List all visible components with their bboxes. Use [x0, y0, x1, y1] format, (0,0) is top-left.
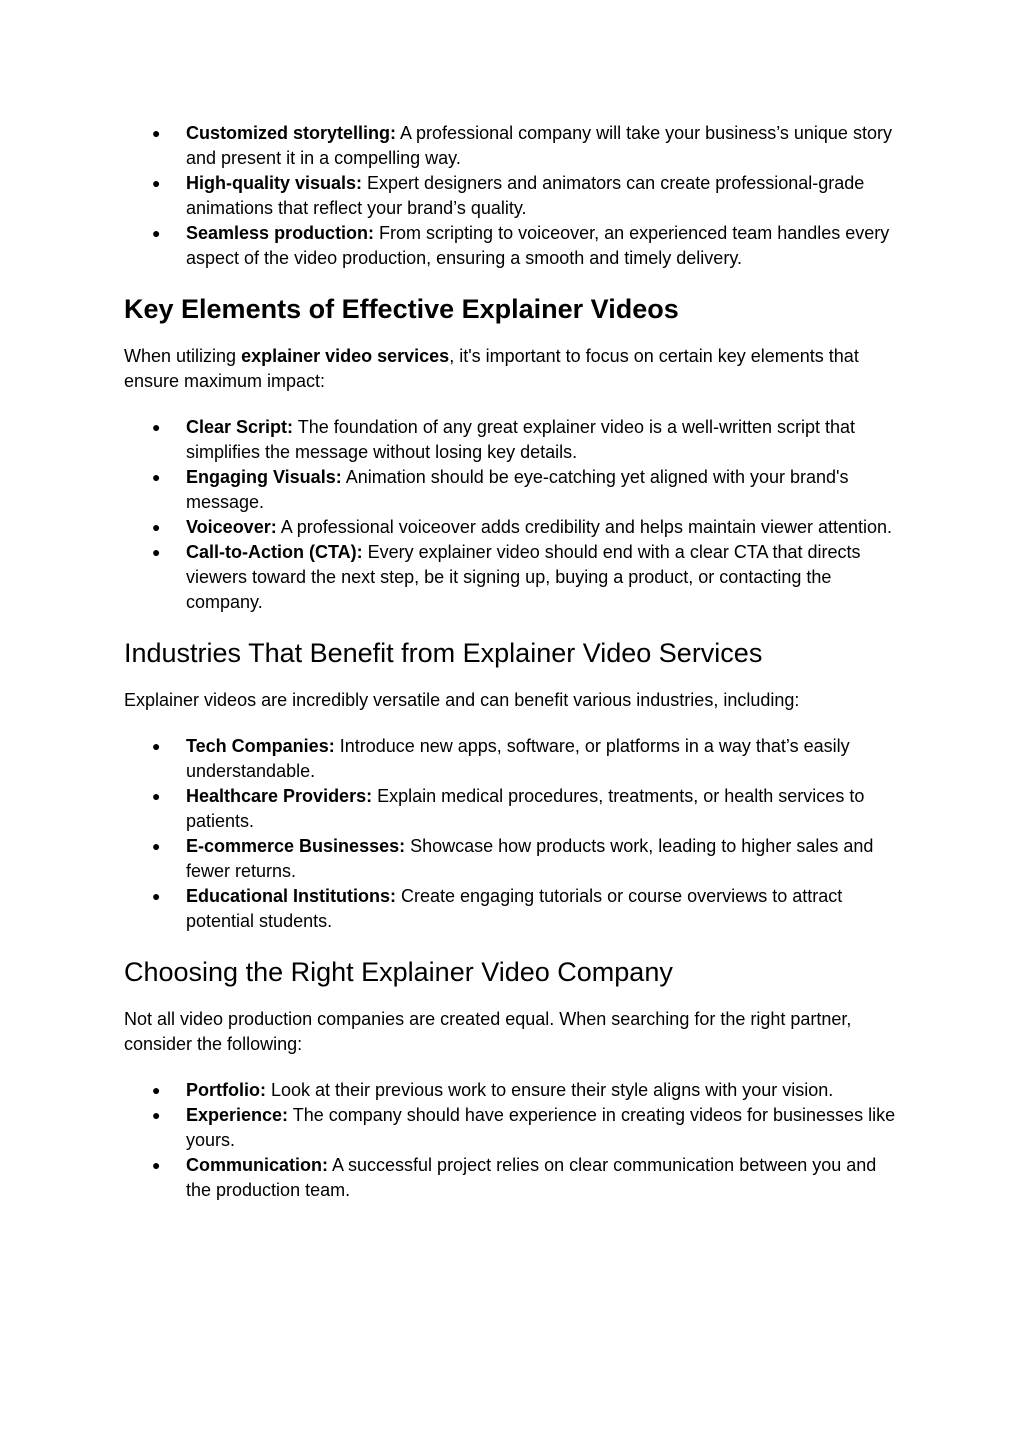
list-item — [124, 540, 904, 615]
list-item-text: Showcase how products work, leading to higher sales and fewer returns. — [186, 836, 874, 881]
bullet-icon: ● — [152, 544, 161, 560]
list-item — [124, 415, 904, 465]
list-item-term: Portfolio: — [186, 1080, 266, 1100]
intro-text: , it's important to focus on certain key elements that ensure maximum impact: — [124, 346, 859, 391]
list-item — [124, 171, 904, 221]
bullet-icon: ● — [152, 838, 161, 854]
list-item-text: The company should have experience in creating videos for businesses like yours. — [186, 1105, 896, 1150]
list-item-term: Educational Institutions: — [186, 886, 396, 906]
list-item — [124, 221, 904, 271]
intro-list — [124, 121, 904, 271]
list-item-term: Communication: — [186, 1155, 328, 1175]
list-item-term: Healthcare Providers: — [186, 786, 373, 806]
choosing-list — [124, 1078, 904, 1203]
list-item — [124, 884, 904, 934]
list-item — [124, 465, 904, 515]
section-heading-key-elements: Key Elements of Effective Explainer Videos — [124, 294, 679, 324]
list-item-text: Expert designers and animators can create professional-grade animations that reflect your brand’s quality. — [186, 173, 865, 218]
list-item-term: Seamless production: — [186, 223, 375, 243]
list-item — [124, 1103, 904, 1153]
list-item — [124, 121, 904, 171]
section-heading-choosing: Choosing the Right Explainer Video Company — [124, 957, 673, 987]
list-item-term: Customized storytelling: — [186, 123, 397, 143]
section-intro-industries: Explainer videos are incredibly versatile and can benefit various industries, including: — [124, 690, 800, 710]
list-item-text: Create engaging tutorials or course overviews to attract potential students. — [186, 886, 843, 931]
list-item-text: Introduce new apps, software, or platforms in a way that’s easily understandable. — [186, 736, 850, 781]
bullet-icon: ● — [152, 125, 161, 141]
bullet-icon: ● — [152, 1107, 161, 1123]
list-item — [124, 515, 904, 540]
list-item-term: Call-to-Action (CTA): — [186, 542, 363, 562]
list-item-term: High-quality visuals: — [186, 173, 363, 193]
bullet-icon: ● — [152, 175, 161, 191]
list-item-term: Voiceover: — [186, 517, 277, 537]
list-item — [124, 834, 904, 884]
bullet-icon: ● — [152, 519, 161, 535]
list-item-text: A professional voiceover adds credibility and helps maintain viewer attention. — [276, 517, 893, 537]
bullet-icon: ● — [152, 469, 161, 485]
intro-text: When utilizing — [124, 346, 242, 366]
list-item — [124, 784, 904, 834]
list-item-text: A successful project relies on clear communication between you and the production team. — [186, 1155, 877, 1200]
list-item-term: Experience: — [186, 1105, 289, 1125]
list-item-text: From scripting to voiceover, an experienced team handles every aspect of the video production, ensuring a smooth and timely delivery. — [186, 223, 890, 268]
bullet-icon: ● — [152, 1157, 161, 1173]
bullet-icon: ● — [152, 738, 161, 754]
list-item-term: E-commerce Businesses: — [186, 836, 406, 856]
list-item-text: Explain medical procedures, treatments, or health services to patients. — [186, 786, 865, 831]
intro-link-text: explainer video services — [241, 346, 450, 366]
list-item-term: Tech Companies: — [186, 736, 335, 756]
industries-list — [124, 734, 904, 934]
list-item-term: Clear Script: — [186, 417, 294, 437]
list-item — [124, 1078, 904, 1103]
bullet-icon: ● — [152, 788, 161, 804]
list-item-text: Every explainer video should end with a clear CTA that directs viewers toward the next step, be it signing up, buying a product, or contacting the company. — [186, 542, 861, 612]
list-item-text: The foundation of any great explainer video is a well-written script that simplifies the message without losing key details. — [186, 417, 856, 462]
bullet-icon: ● — [152, 888, 161, 904]
section-intro-choosing: Not all video production companies are created equal. When searching for the right partner, consider the following: — [124, 1009, 852, 1054]
bullet-icon: ● — [152, 419, 161, 435]
list-item-term: Engaging Visuals: — [186, 467, 342, 487]
bullet-icon: ● — [152, 225, 161, 241]
bullet-icon: ● — [152, 1082, 161, 1098]
list-item — [124, 734, 904, 784]
document-content — [124, 121, 904, 1203]
list-item-text: Look at their previous work to ensure their style aligns with your vision. — [265, 1080, 834, 1100]
list-item-text: Animation should be eye-catching yet aligned with your brand's message. — [186, 467, 849, 512]
key-elements-list — [124, 415, 904, 615]
list-item — [124, 1153, 904, 1203]
section-intro-key-elements — [124, 344, 904, 394]
list-item-text: A professional company will take your business’s unique story and present it in a compelling way. — [186, 123, 892, 168]
section-heading-industries: Industries That Benefit from Explainer Video Services — [124, 638, 763, 668]
